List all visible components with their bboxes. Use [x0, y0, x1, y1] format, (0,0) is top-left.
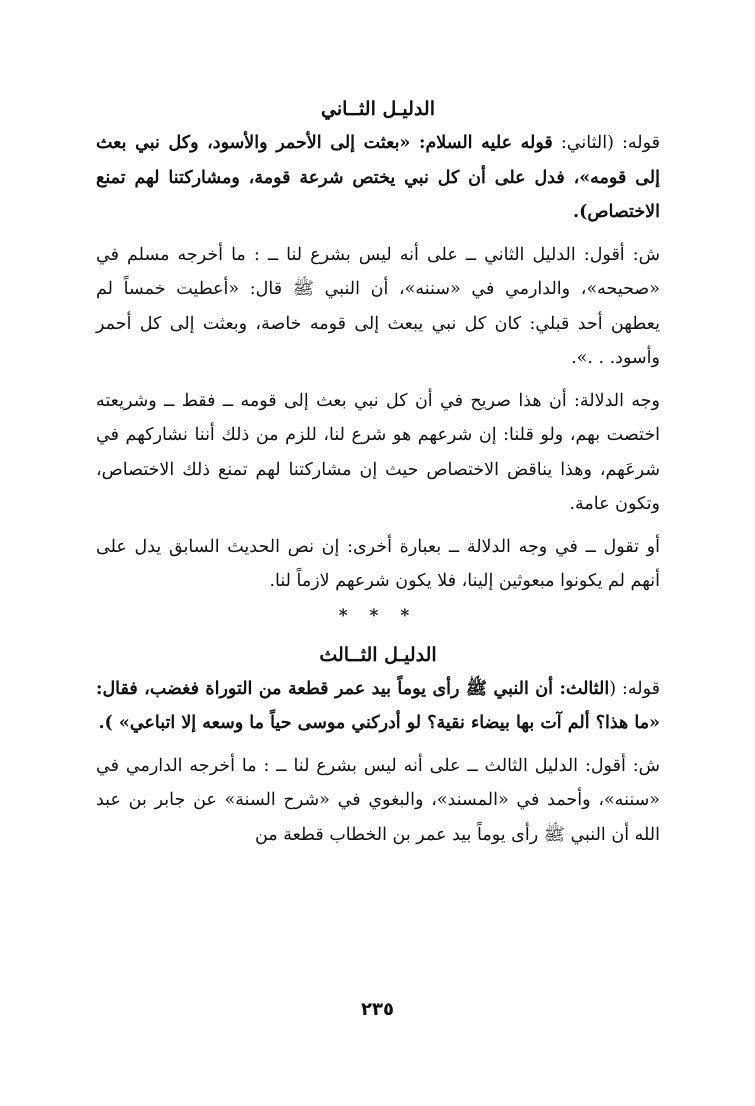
section-two-quote	[96, 126, 660, 230]
page-number: ٢٣٥	[361, 999, 394, 1020]
section-two-commentary-2: وجه الدلالة: أن هذا صريح في أن كل نبي بعث إلى قومه ــ فقط ــ وشريعته اختصت بهم، ولو قلنا: إن شرعهم هو شرع لنا، للزم من ذلك أننا نشاركهم في شرعَهم، وهذا يناقض الاختصاص حيث إن مشاركتنا لهم تمنع ذلك الاختصاص، وتكون عامة.	[96, 390, 660, 514]
section-two-commentary-3: أو تقول ــ في وجه الدلالة ــ بعبارة أخرى: إن نص الحديث السابق يدل على أنهم لم يكونوا مبعوثين إلينا، فلا يكون شرعهم لازماً لنا.	[96, 536, 660, 591]
section-three-quote-body: الثالث: أن النبي ﷺ رأى يوماً بيد عمر قطعة من التوراة فغضب، فقال: «ما هذا؟ ألم آت بها بيضاء نقية؟ لو أدركني موسى حياً ما وسعه إلا اتباعي» ).	[96, 678, 660, 733]
section-two-quote-body: قوله عليه السلام: «بعثت إلى الأحمر والأسود، وكل نبي بعث إلى قومه»، فدل على أن كل نبي يختص شرعة قومة، ومشاركتنا لهم تمنع الاختصاص).	[96, 133, 660, 222]
spacer	[96, 376, 660, 384]
section-separator: * * *	[338, 605, 418, 626]
page-body	[96, 92, 660, 852]
section-two-commentary-1: ش: أقول: الدليل الثاني ــ على أنه ليس بشرع لنا ــ : ما أخرجه مسلم في «صحيحه»، والدارمي في «سننه»، أن النبي ﷺ قال: «أعطيت خمساً لم يعطهن أحد قبلي: كان كل نبي يبعث إلى قومه خاصة، وبعثت إلى كل أحمر وأسود. . .».	[96, 244, 660, 368]
section-two-heading: الدليـل الثــاني	[321, 98, 435, 120]
section-two-quote-prefix: قوله: (الثاني:	[552, 133, 661, 153]
section-three-quote	[96, 672, 660, 741]
section-three-heading: الدليـل الثــالث	[319, 643, 437, 666]
spacer	[96, 522, 660, 530]
section-three-commentary-1: ش: أقول: الدليل الثالث ــ على أنه ليس بشرع لنا ــ : ما أخرجه الدارمي في «سننه»، وأحمد في «المسند»، والبغوي في «شرح السنة» عن جابر بن عبد الله أن النبي ﷺ رأى يوماً بيد عمر بن الخطاب قطعة من	[96, 755, 660, 845]
spacer	[96, 230, 660, 238]
section-three-quote-prefix: قوله: (	[609, 678, 660, 699]
spacer	[96, 741, 660, 749]
